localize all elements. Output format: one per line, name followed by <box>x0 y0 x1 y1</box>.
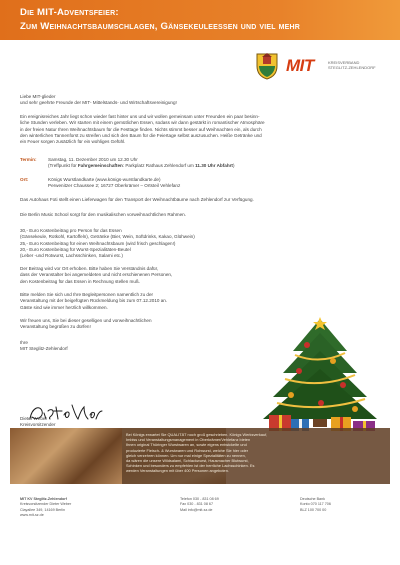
footer-line: Konto 070 117 706 <box>300 502 331 507</box>
promo-line: Schinken und besonders zu empfehlen ist der herrliche Lachsschinken. Es <box>126 463 255 469</box>
intro-line: liche Stunden verleben. Wir starten mit einem gemütlichen Essen, sodass wir dann gestärkt in romantischer Atmosphäre <box>20 120 265 126</box>
signup-line: Veranstaltung mit der beigefügten Rückmeldung bis zum 07.12.2010 an. <box>20 298 168 304</box>
footer-phone: Telefon 030 - 831 08 69 <box>180 497 219 501</box>
header <box>0 0 400 90</box>
price-line: 25,- Euro Kostenbeitrag für einen Weihnachtsbaum (wird frisch geschlagen!) <box>20 240 176 246</box>
payment-line: dass der Veranstalter bei angemeldeten und nicht erschienenen Personen, <box>20 272 173 278</box>
logo-subtitle-line-1: KREISVERBAND <box>328 60 360 65</box>
termin-value <box>48 157 378 170</box>
banner-title-line-1: Die MIT-Adventsfeier: <box>20 7 119 18</box>
ort-address: Perwenitzer Chaussee 2; 16727 Oberkrämer – Ortsteil Vehlefanz <box>48 183 181 189</box>
signer-name: Dieter Weber <box>20 416 47 421</box>
signature-block <box>20 340 250 353</box>
price-line: 20,- Euro Kostenbeitrag für Wurst-Spezialitäten-Beutel <box>20 246 131 252</box>
signer <box>20 416 140 429</box>
footer-org: MIT KV Steglitz-Zehlendorf <box>20 497 67 501</box>
price-list <box>20 228 390 259</box>
promo-line: gleich verzehren können. Um nur mal einige Spezialitäten zu nennen, <box>126 452 246 458</box>
footer-line: BLZ 100 700 00 <box>300 507 327 512</box>
footer-line: Deutsche Bank <box>300 497 326 501</box>
termin-text-a: (Treffpunkt für <box>48 163 78 169</box>
closing-note <box>20 318 250 331</box>
ort-label: Ort: <box>20 177 29 182</box>
footer-fax: Fax 030 - 831 08 67 <box>180 502 214 507</box>
closing-line: Veranstaltung begrüßen zu dürfen! <box>20 324 91 330</box>
ort-value <box>48 177 378 190</box>
music-note: Die Berlin Music School sorgt für den musikalischen vorweihnachtlichen Rahmen. <box>20 212 186 217</box>
shop-interior-photo <box>10 428 122 484</box>
promo-line: da wären die unsere Wildsalami, Schlackwurst, Hausmacher Blutwurst, <box>126 458 249 464</box>
crest-icon <box>255 52 279 80</box>
intro-line: in der freien Natur Ihren Weihnachtsbaum für die Festtage finden. Nichts stimmt besser auf Weihnachten ein, als durch <box>20 126 262 132</box>
price-line: (Gänsekeule, Rotkohl, Kartoffeln), Getränke (Bier, Wein, Softdrinks, Kakao, Glühwein) <box>20 234 195 240</box>
ort-venue: Königs Wurstlandkarte (www.königs-wurstlandkarte.de) <box>48 177 161 182</box>
termin-meeting-point <box>48 163 378 169</box>
greeting-line-1: Liebe MIT-glieder <box>20 94 56 99</box>
payment-line: Der Beitrag wird vor Ort erhoben. Bitte haben Sie Verständnis dafür, <box>20 266 159 271</box>
intro-paragraph <box>20 114 390 145</box>
footer-website-link[interactable]: www.mit-sz.de <box>20 512 44 517</box>
payment-line: den Kostenbeitrag für das Essen in Rechnung stellen muß. <box>20 278 141 284</box>
footer-contact <box>180 497 219 513</box>
promo-line: Imbiss und Veranstaltungsmanagement in Oberkrämer/Vehlefanz bieten <box>126 437 251 443</box>
signup-line: Gäste sind wie immer herzlich willkommen. <box>20 304 108 310</box>
signer-role: Kreisvorsitzender <box>20 422 56 428</box>
mit-logo <box>252 50 392 82</box>
footer-address <box>20 497 71 518</box>
intro-line: Ein ereignisreiches Jahr liegt schon wieder fast hinter uns und wir wollen gemeinsam unter Freunden ein paar besinn- <box>20 114 260 119</box>
payment-note <box>20 266 250 285</box>
autohaus-note: Das Autohaus Foti stellt einen Lieferwagen für den Transport der Weihnachtbäume nach Zehlendorf zur Verfügung. <box>20 197 254 202</box>
termin-date: Samstag, 11. Dezember 2010 um 12.30 Uhr <box>48 157 138 162</box>
sign-ihre: Ihre <box>20 340 28 345</box>
footer-email-link[interactable]: Mail info@mit-sz.de <box>180 507 213 512</box>
banner-title-line-2: Zum Weihnachtsbaumschlagen, Gänsekeuleessen und viel mehr <box>20 21 301 32</box>
promo-band <box>10 428 390 484</box>
footer-line: Kreisvorsitzender Dieter Weber <box>20 502 72 507</box>
termin-text-b: Fahrgemeinschaften <box>77 163 123 169</box>
promo-line: produzierte Fleisch- & Wurstwaren und Rohwurst, welche Sie hier oder <box>126 447 249 453</box>
greeting-line-2: und sehr geehrte Freunde der MIT- Mittelstands- und Wirtschaftsvereinigung! <box>20 100 177 106</box>
footer-bank <box>300 497 331 513</box>
termin-label: Termin: <box>20 157 37 162</box>
price-line: 30,- Euro Kostenbeitrag pro Person für das Essen <box>20 228 122 233</box>
logo-subtitle <box>328 60 388 70</box>
promo-line: Ihnen original Thüringer Wurstwaren an, sowie eigens entwickelte und <box>126 442 247 448</box>
termin-text-d: 11.30 Uhr Abfahrt <box>195 163 233 169</box>
sign-org: MIT Steglitz-Zehlendorf <box>20 346 68 352</box>
intro-line: den winterlichen Tannenforst zu streifen und sich den Baum für die Feiertage selbst auszusuchen. Heiße Getränke und <box>20 132 262 138</box>
closing-line: Wir freuen uns, Sie bei dieser geselligen und vorweihnachtlichen <box>20 318 152 323</box>
termin-text-e: ) <box>232 163 235 169</box>
promo-line: Bei Königs erwartet Sie QUALITÄT noch groß geschrieben. Königs Werksverkauf, <box>126 432 268 437</box>
price-line: (Leber -und Rotwurst, Lachsschinken, Salami etc.) <box>20 253 123 259</box>
intro-line: ein Feuer sorgen zusätzlich für ein wohliges Gefühl. <box>20 139 126 145</box>
signup-note <box>20 292 250 311</box>
termin-text-c: : Parkplatz Rathaus Zehlendorf um <box>122 163 196 169</box>
logo-subtitle-line-2: STEGLITZ-ZEHLENDORF <box>328 65 376 70</box>
footer-line: Clayallee 349, 14169 Berlin <box>20 507 66 512</box>
signup-line: Bitte melden Sie sich und Ihre Begleitpersonen namentlich zu der <box>20 292 154 297</box>
promo-text <box>126 432 386 474</box>
promo-line: werden Veranstaltungen mit über 400 Personen angeboten. <box>126 468 229 474</box>
mit-wordmark: MIT <box>286 56 314 75</box>
christmas-tree-illustration <box>255 315 385 433</box>
title-banner <box>0 0 400 40</box>
greeting <box>20 94 390 107</box>
